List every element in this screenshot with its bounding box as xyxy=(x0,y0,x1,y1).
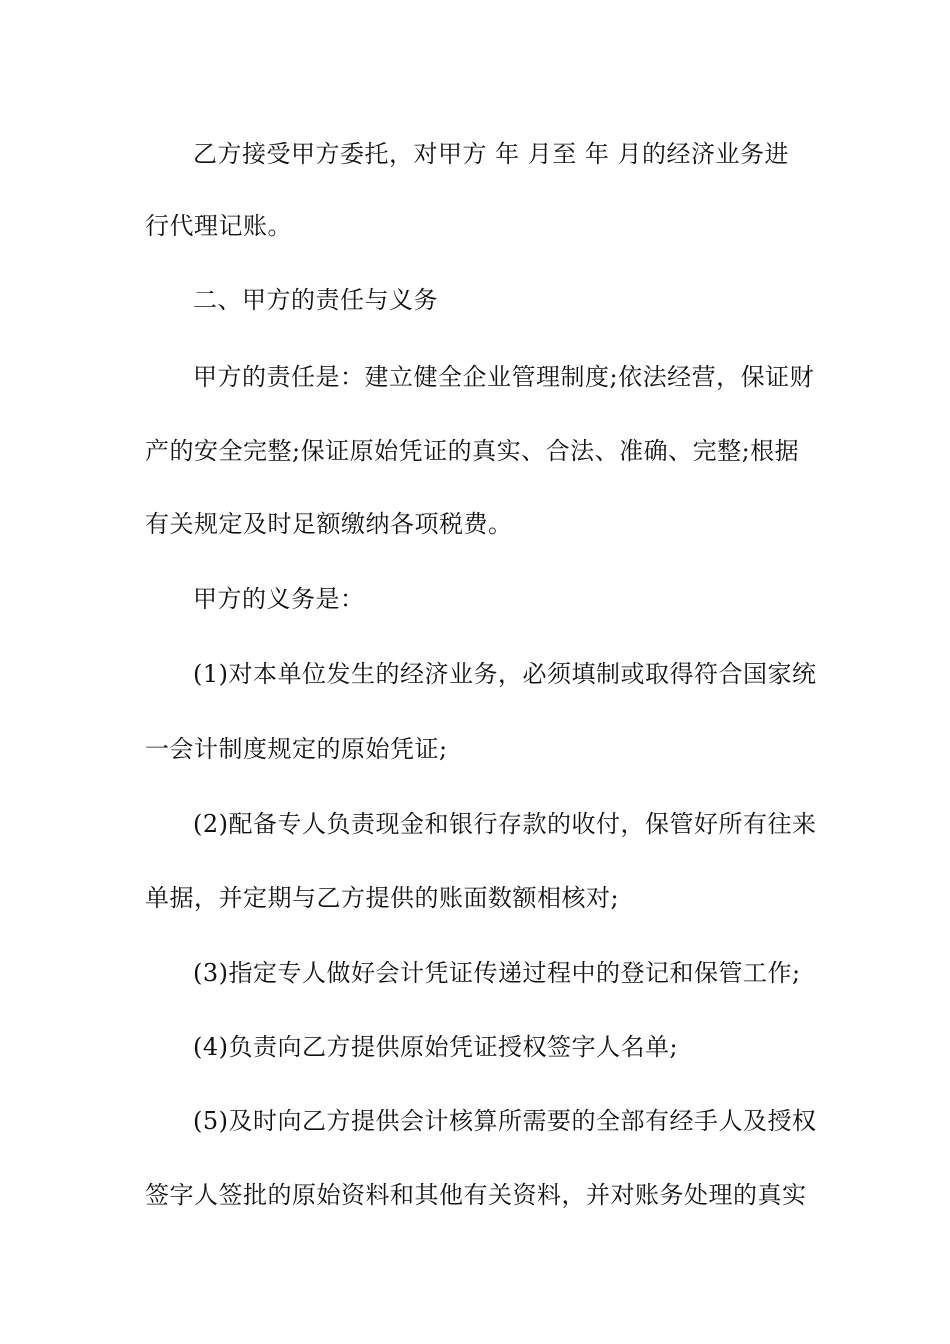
section-heading: 二、甲方的责任与义务 xyxy=(193,286,438,314)
list-item-line: (1)对本单位发生的经济业务，必须填制或取得符合国家统 xyxy=(193,660,817,688)
list-item-line: 一会计制度规定的原始凭证; xyxy=(145,735,448,763)
paragraph-line: 行代理记账。 xyxy=(145,212,292,240)
paragraph-line: 甲方的责任是：建立健全企业管理制度;依法经营，保证财 xyxy=(193,363,815,391)
list-item-line: (4)负责向乙方提供原始凭证授权签字人名单; xyxy=(193,1033,679,1061)
paragraph-line: 产的安全完整;保证原始凭证的真实、合法、准确、完整;根据 xyxy=(145,437,800,465)
list-item-line: (3)指定专人做好会计凭证传递过程中的登记和保管工作; xyxy=(193,959,801,987)
list-item-line: 单据，并定期与乙方提供的账面数额相核对; xyxy=(145,884,620,912)
paragraph-line: 甲方的义务是： xyxy=(193,585,365,613)
paragraph-line: 乙方接受甲方委托，对甲方 年 月至 年 月的经济业务进 xyxy=(193,140,790,168)
list-item-line: (5)及时向乙方提供会计核算所需要的全部有经手人及授权 xyxy=(193,1107,817,1135)
paragraph-line: 有关规定及时足额缴纳各项税费。 xyxy=(145,510,513,538)
list-item-line: (2)配备专人负责现金和银行存款的收付，保管好所有往来 xyxy=(193,810,817,838)
list-item-line: 签字人签批的原始资料和其他有关资料，并对账务处理的真实 xyxy=(145,1181,807,1209)
